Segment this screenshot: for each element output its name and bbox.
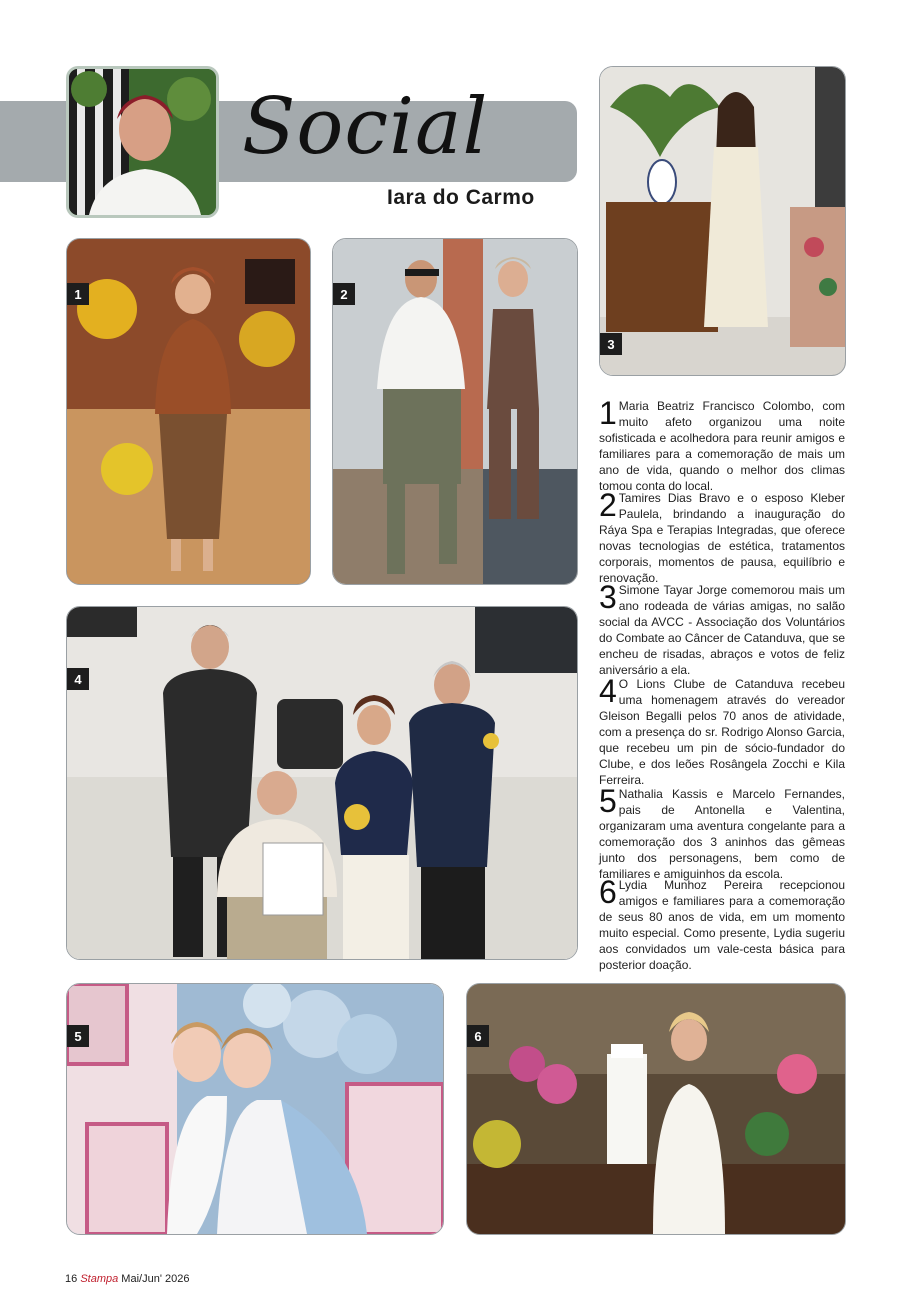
photo-number-badge: 5: [67, 1025, 89, 1047]
photo-1: [66, 238, 311, 585]
story-2: [599, 487, 845, 586]
story-number: 1: [599, 395, 617, 431]
story-5: [599, 783, 845, 882]
story-text: Tamires Dias Bravo e o esposo Kleber Paulela, brindando a inauguração do Ráya Spa e Terapias Integradas, que oferece novas tecnologias de estética, tratamentos corporais, momentos de pausa, equilíbrio e renovação.: [599, 491, 845, 585]
photo-3: [599, 66, 846, 376]
story-text: Simone Tayar Jorge comemorou mais um ano rodeada de várias amigas, no salão social da AVCC - Associação dos Voluntários do Combate ao Câncer de Catanduva, que se encheu de risadas, abraços e votos de feliz aniversário a ela.: [599, 583, 845, 677]
story-number: 4: [599, 673, 617, 709]
page-number: 16: [65, 1273, 78, 1285]
story-text: Lydia Munhoz Pereira recepcionou amigos e familiares para a comemoração de seus 80 anos de vida, em um momento muito especial. Como presente, Lydia sugeriu aos convidados um vale-cesta básica para posterior doação.: [599, 878, 845, 972]
photo-5: [66, 983, 444, 1235]
story-number: 5: [599, 783, 617, 819]
columnist-portrait: [66, 66, 219, 218]
story-3: [599, 579, 845, 678]
page-footer: [65, 1273, 189, 1285]
photo-number-badge: 6: [467, 1025, 489, 1047]
photo-number-badge: 1: [67, 283, 89, 305]
story-text: Maria Beatriz Francisco Colombo, com muito afeto organizou uma noite sofisticada e acolhedora para reunir amigos e familiares para a comemoração de mais um ano de vida, quando o melhor dos climas tomou conta do local.: [599, 399, 845, 493]
story-number: 3: [599, 579, 617, 615]
photo-2: [332, 238, 578, 585]
issue-date: Mai/Jun' 2026: [121, 1273, 190, 1285]
magazine-brand: Stampa: [80, 1273, 119, 1285]
photo-number-badge: 4: [67, 668, 89, 690]
story-4: [599, 673, 845, 788]
columnist-name: Iara do Carmo: [387, 186, 535, 209]
photo-number-badge: 2: [333, 283, 355, 305]
story-number: 2: [599, 487, 617, 523]
story-6: [599, 874, 845, 973]
story-1: [599, 395, 845, 494]
section-title: Social: [242, 82, 489, 172]
photo-number-badge: 3: [600, 333, 622, 355]
story-text: O Lions Clube de Catanduva recebeu uma homenagem através do vereador Gleison Begalli pelos 70 anos de atividade, com a presença do sr. Rodrigo Alonso Garcia, que recebeu um pin de sócio-fundador do Clube, e dos leões Rosângela Zocchi e Kila Ferreira.: [599, 677, 845, 787]
story-number: 6: [599, 874, 617, 910]
photo-6: [466, 983, 846, 1235]
story-text: Nathalia Kassis e Marcelo Fernandes, pais de Antonella e Valentina, organizaram uma aventura congelante para a comemoração dos 3 aninhos das gêmeas junto dos personagens, bem como de familiares e amiguinhos da escola.: [599, 787, 845, 881]
photo-4: [66, 606, 578, 960]
